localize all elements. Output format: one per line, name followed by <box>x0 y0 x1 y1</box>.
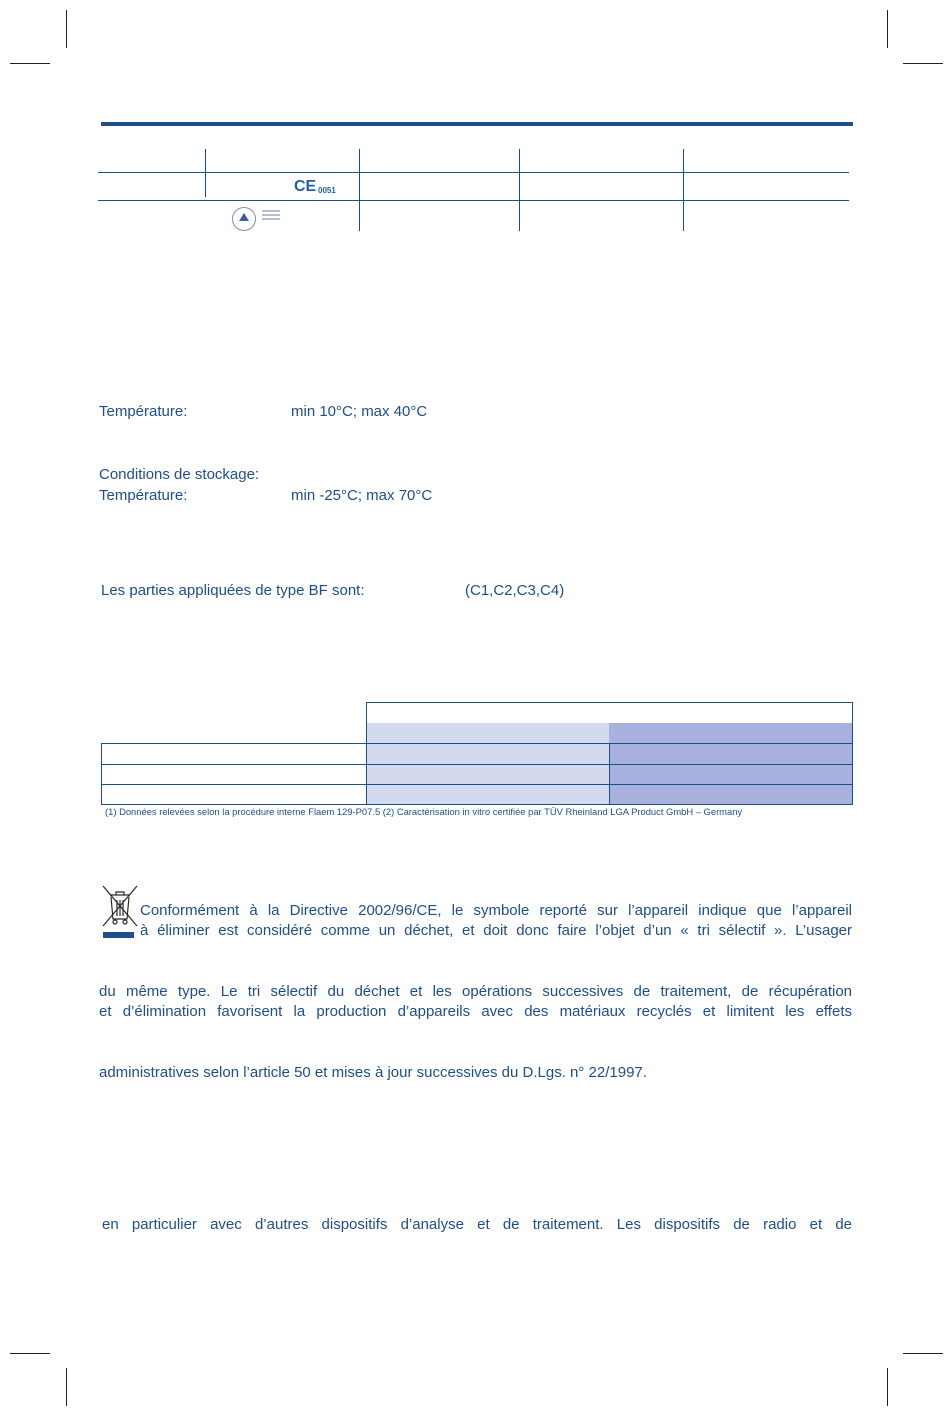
table-column-divider <box>205 149 206 197</box>
storage-temperature-value: min -25°C; max 70°C <box>291 487 433 504</box>
weee-text-line: à éliminer est considéré comme un déchet, et doit donc faire l’objet d’un « tri sélectif ». L’usager <box>140 922 852 939</box>
table-header-cell <box>366 702 853 724</box>
table-subheader-cell <box>609 723 853 744</box>
table-value-cell <box>366 764 610 785</box>
table-subheader-cell <box>366 723 610 744</box>
crop-mark <box>903 1353 943 1354</box>
ce-mark-logo: CE <box>294 178 317 195</box>
table-value-cell <box>366 784 610 805</box>
crop-mark <box>66 1368 67 1406</box>
table-column-divider <box>359 149 360 231</box>
crop-mark <box>10 63 50 64</box>
table-row-divider <box>98 200 849 201</box>
applied-parts-label: Les parties appliquées de type BF sont: <box>101 582 365 599</box>
table-footnote: (1) Données relevées selon la procédure interne Flaem 129-P07.5 (2) Caractérisation in vitro certifiée par TÜV Rheinland LGA Product GmbH – Germany <box>105 806 743 817</box>
crop-mark <box>887 1368 888 1406</box>
crop-mark <box>66 10 67 48</box>
storage-heading: Conditions de stockage: <box>99 466 260 483</box>
weee-text-line: du même type. Le tri sélectif du déchet et les opérations successives de traitement, de récupération <box>99 983 852 1000</box>
table-value-cell <box>366 743 610 765</box>
table-row-label-cell <box>101 784 367 805</box>
ce-notified-body-number: 0051 <box>318 186 336 195</box>
weee-bar-icon <box>103 932 134 938</box>
table-column-divider <box>519 149 520 231</box>
crossed-out-bin-icon <box>100 883 140 933</box>
table-value-cell <box>609 784 853 805</box>
table-column-divider <box>683 149 684 231</box>
certification-seal-icon <box>232 207 256 231</box>
operating-temperature-label: Température: <box>99 403 188 420</box>
crop-mark <box>10 1353 50 1354</box>
header-rule <box>101 122 853 126</box>
emc-text-line: en particulier avec d’autres dispositifs d’analyse et de traitement. Les dispositifs de radio et de <box>102 1216 852 1233</box>
table-row-label-cell <box>101 764 367 785</box>
crop-mark <box>887 10 888 48</box>
storage-temperature-label: Température: <box>99 487 188 504</box>
weee-text-line: Conformément à la Directive 2002/96/CE, le symbole reporté sur l’appareil indique que l’appareil <box>140 902 852 919</box>
crop-mark <box>903 63 943 64</box>
table-row-label-cell <box>101 743 367 765</box>
table-value-cell <box>609 764 853 785</box>
certification-seal-caption <box>262 210 280 222</box>
table-value-cell <box>609 743 853 765</box>
applied-parts-value: (C1,C2,C3,C4) <box>465 582 565 599</box>
weee-text-line: et d’élimination favorisent la production d’appareils avec des matériaux recyclés et limitent les effets <box>99 1003 852 1020</box>
table-row-divider <box>98 172 849 173</box>
weee-text-line: administratives selon l’article 50 et mises à jour successives du D.Lgs. n° 22/1997. <box>99 1064 647 1081</box>
operating-temperature-value: min 10°C; max 40°C <box>291 403 428 420</box>
